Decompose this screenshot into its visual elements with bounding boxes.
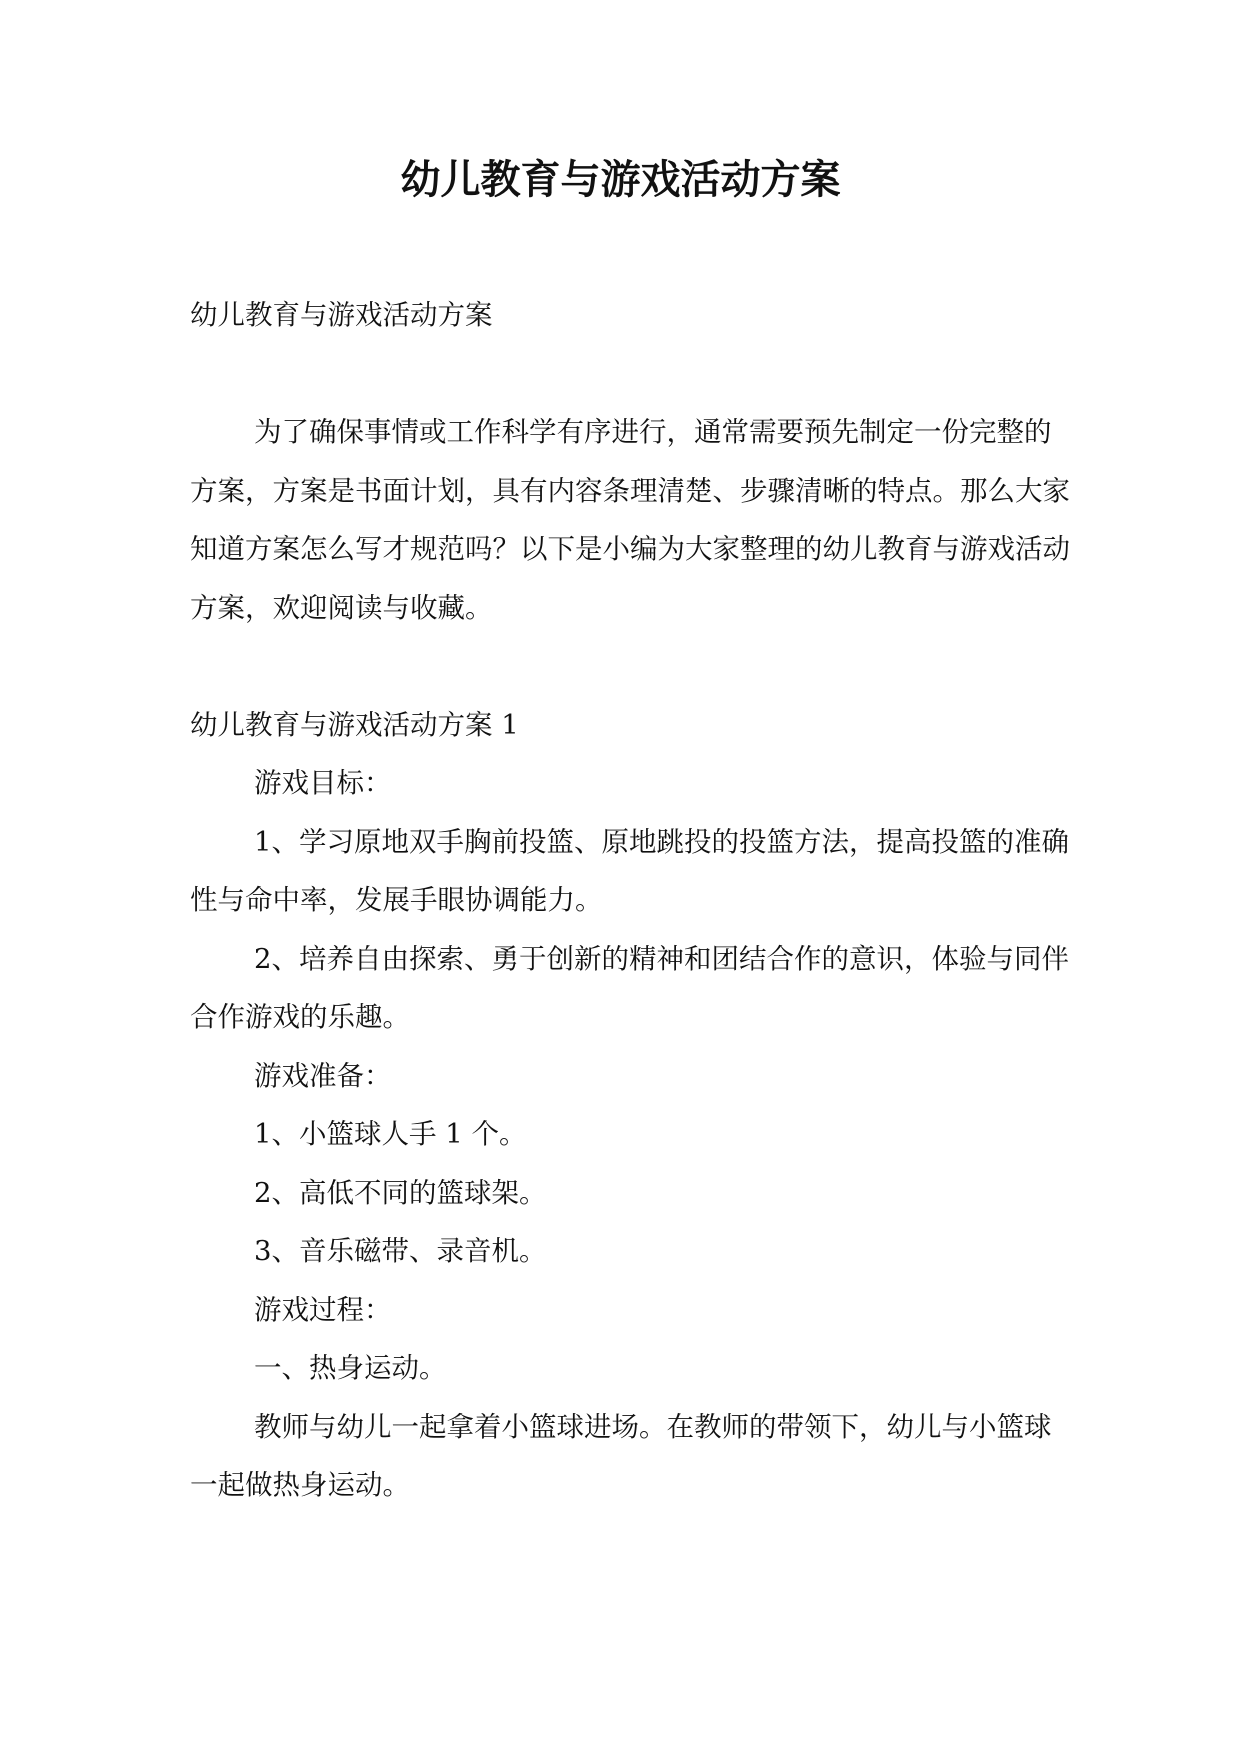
- paragraph-prep-heading: 游戏准备：: [254, 1059, 392, 1092]
- paragraph-prep-3: 3、音乐磁带、录音机。: [254, 1235, 547, 1267]
- spacer: [190, 345, 1070, 404]
- spacer: [190, 637, 1070, 696]
- section-heading: 幼儿教育与游戏活动方案 1: [190, 708, 519, 741]
- intro-paragraph: 为了确保事情或工作科学有序进行，通常需要预先制定一份完整的方案，方案是书面计划，具有内容条理清楚、步骤清晰的特点。那么大家知道方案怎么写才规范吗？以下是小编为大家整理的幼儿教育与游戏活动方案，欢迎阅读与收藏。: [190, 416, 1070, 624]
- paragraph-goal-heading: 游戏目标：: [254, 767, 392, 799]
- paragraph-step-1-detail: 教师与幼儿一起拿着小篮球进场。在教师的带领下，幼儿与小篮球一起做热身运动。: [190, 1410, 1052, 1501]
- paragraph-prep-2: 2、高低不同的篮球架。: [254, 1176, 547, 1209]
- paragraph-prep-1: 1、小篮球人手 1 个。: [254, 1118, 527, 1150]
- paragraph-goal-2: 2、培养自由探索、勇于创新的精神和团结合作的意识，体验与同伴合作游戏的乐趣。: [190, 942, 1069, 1033]
- document-subtitle: 幼儿教育与游戏活动方案: [190, 299, 493, 331]
- paragraph-step-1: 一、热身运动。: [254, 1352, 447, 1384]
- paragraph-goal-1: 1、学习原地双手胸前投篮、原地跳投的投篮方法，提高投篮的准确性与命中率，发展手眼协调能力。: [190, 825, 1069, 916]
- paragraph-process-heading: 游戏过程：: [254, 1293, 392, 1326]
- document-title: 幼儿教育与游戏活动方案: [400, 156, 841, 203]
- document-body: [190, 286, 1070, 1515]
